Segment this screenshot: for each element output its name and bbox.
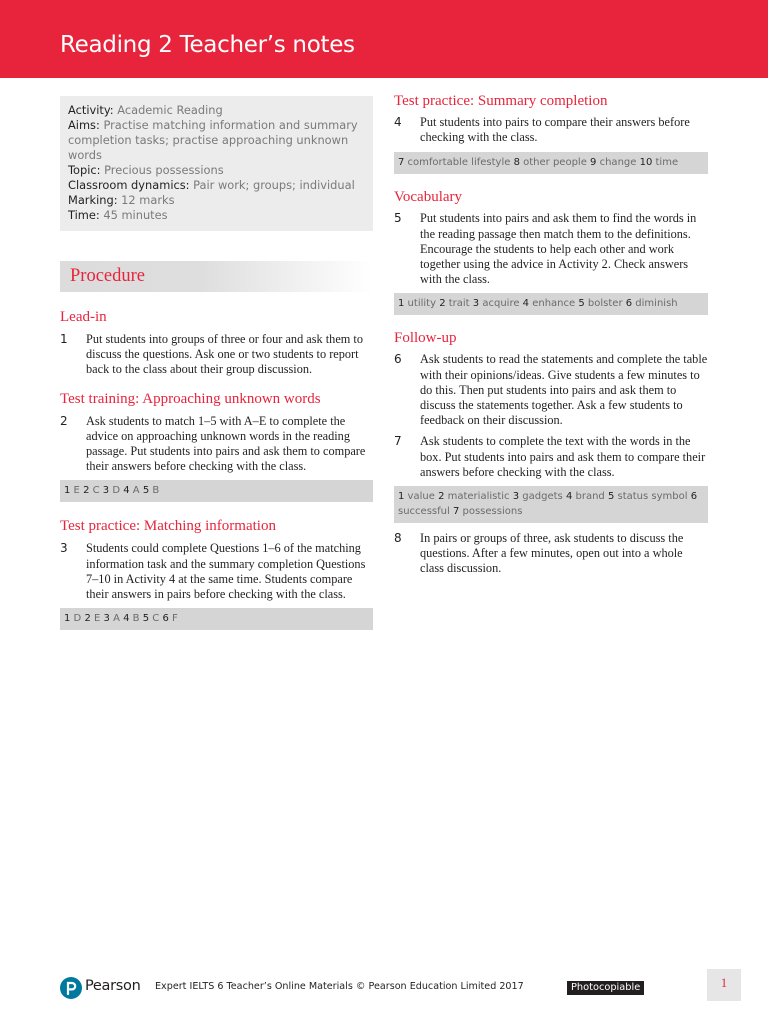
answer-number: 9 <box>590 157 597 169</box>
answer-number: 3 <box>103 613 110 625</box>
activity-row: Activity: Academic Reading <box>68 103 223 117</box>
matching-heading: Test practice: Matching information <box>60 518 276 535</box>
answer-item <box>123 485 139 496</box>
answer-item <box>104 613 120 624</box>
answer-value: change <box>596 157 637 169</box>
answer-item <box>438 491 509 502</box>
answer-value: possessions <box>459 505 523 517</box>
step-5 <box>394 211 708 287</box>
answer-item <box>439 298 469 309</box>
step-number: 7 <box>394 434 402 449</box>
answer-item <box>143 485 159 496</box>
answer-value: A <box>109 613 120 625</box>
answer-number: 2 <box>83 485 90 497</box>
answer-value: E <box>70 485 80 497</box>
step-number: 2 <box>60 413 68 428</box>
footer-copyright: Expert IELTS 6 Teacher’s Online Materials © Pearson Education Limited 2017 <box>155 981 524 992</box>
answer-number: 6 <box>625 298 633 310</box>
answer-value: status symbol <box>614 491 688 503</box>
answer-number: 1 <box>398 298 405 310</box>
answer-number: 4 <box>565 491 573 503</box>
step-text: Put students into groups of three or four and ask them to discuss the questions. Ask one or two students to report back to the class about their group discussion. <box>86 332 363 377</box>
answer-value: gadgets <box>519 491 563 503</box>
answer-item <box>64 613 81 624</box>
answer-item <box>513 491 563 502</box>
step-7 <box>394 434 708 480</box>
answer-item <box>143 613 160 624</box>
step-text: In pairs or groups of three, ask students to discuss the questions. After a few minutes, open out into a whole class discussion. <box>420 531 684 576</box>
answer-number: 4 <box>123 485 130 497</box>
step-number: 5 <box>394 211 402 226</box>
answer-value: utility <box>404 298 436 310</box>
step-number: 1 <box>60 332 68 346</box>
answer-item <box>83 485 100 496</box>
answer-number: 3 <box>102 485 110 497</box>
answer-key-training <box>60 480 373 502</box>
answer-key-followup <box>394 486 708 523</box>
step-8 <box>394 531 708 577</box>
answer-item <box>523 298 576 309</box>
procedure-heading: Procedure <box>60 261 373 292</box>
answer-number: 3 <box>512 491 520 503</box>
answer-item <box>626 298 678 309</box>
answer-number: 2 <box>84 613 91 625</box>
answer-item <box>162 613 177 624</box>
answer-value: brand <box>572 491 605 503</box>
left-column <box>60 96 373 630</box>
answer-value: B <box>149 485 160 497</box>
answer-item <box>590 157 636 168</box>
answer-number: 2 <box>439 298 446 310</box>
marking-row: Marking: 12 marks <box>68 193 175 207</box>
answer-number: 10 <box>639 157 653 169</box>
answer-number: 3 <box>472 298 480 310</box>
step-text: Ask students to complete the text with the words in the box. Put students into pairs and ask them to compare their answers before checking with the class. <box>420 434 706 479</box>
answer-item <box>578 298 622 309</box>
answer-value: time <box>652 157 679 169</box>
answer-number: 2 <box>438 491 445 503</box>
answer-number: 1 <box>64 613 71 625</box>
answer-item <box>64 485 80 496</box>
answer-item <box>566 491 605 502</box>
answer-number: 7 <box>452 505 460 517</box>
answer-value: acquire <box>479 298 520 310</box>
aims-row: Aims: Practise matching information and summary completion tasks; practise approaching unknown words <box>68 118 358 162</box>
answer-value: comfortable lifestyle <box>404 157 511 169</box>
answer-item <box>398 298 436 309</box>
answer-value: diminish <box>632 298 678 310</box>
step-number: 8 <box>394 531 402 546</box>
answer-number: 5 <box>142 613 150 625</box>
answer-item <box>453 506 522 517</box>
step-text: Ask students to match 1–5 with A–E to complete the advice on approaching unknown words in the reading passage. Put students into pairs and ask them to compare their answers before checking with the class. <box>86 413 366 474</box>
answer-item <box>103 485 120 496</box>
step-4 <box>394 115 708 145</box>
answer-number: 4 <box>123 613 130 625</box>
step-number: 6 <box>394 352 402 367</box>
answer-item <box>398 491 435 502</box>
step-3 <box>60 541 373 602</box>
answer-value: trait <box>445 298 470 310</box>
followup-heading: Follow-up <box>394 330 457 347</box>
training-heading: Test training: Approaching unknown words <box>60 390 321 407</box>
answer-number: 7 <box>398 157 405 169</box>
answer-item <box>640 157 679 168</box>
dynamics-row: Classroom dynamics: Pair work; groups; individual <box>68 178 355 192</box>
answer-key-vocabulary <box>394 293 708 315</box>
step-1 <box>60 332 373 378</box>
step-text: Put students into pairs to compare their answers before checking with the class. <box>420 115 690 145</box>
page-title: Reading 2 Teacher’s notes <box>60 32 355 58</box>
answer-item <box>398 157 510 168</box>
answer-value: A <box>129 485 140 497</box>
time-row: Time: 45 minutes <box>68 208 168 222</box>
answer-value: D <box>70 613 82 625</box>
leadin-heading: Lead-in <box>60 309 107 325</box>
answer-value: C <box>89 485 100 497</box>
answer-value: B <box>129 613 140 625</box>
answer-item <box>514 157 587 168</box>
answer-number: 6 <box>162 613 169 625</box>
right-column <box>394 93 708 577</box>
answer-number: 5 <box>578 298 585 310</box>
answer-value: E <box>90 613 101 625</box>
photocopiable-badge: Photocopiable <box>567 981 644 995</box>
answer-number: 8 <box>513 157 520 169</box>
answer-value: bolster <box>584 298 623 310</box>
topic-row: Topic: Precious possessions <box>68 163 224 177</box>
answer-value: materialistic <box>444 491 510 503</box>
answer-item <box>84 613 100 624</box>
page-number: 1 <box>707 969 741 1001</box>
answer-item <box>608 491 688 502</box>
answer-number: 6 <box>690 491 698 503</box>
answer-number: 5 <box>607 491 615 503</box>
answer-value: F <box>168 613 178 625</box>
answer-key-summary <box>394 152 708 174</box>
pearson-logo-icon <box>60 977 82 999</box>
answer-value: value <box>404 491 435 503</box>
answer-value: C <box>149 613 160 625</box>
answer-number: 1 <box>398 491 405 503</box>
step-number: 4 <box>394 115 402 129</box>
answer-number: 4 <box>522 298 530 310</box>
step-number: 3 <box>60 541 68 556</box>
step-text: Put students into pairs and ask them to find the words in the reading passage then match them to the definitions. Encourage the students to help each other and work together using the advice in Activity 2. Check answers with the class. <box>420 211 697 287</box>
step-text: Ask students to read the statements and complete the table with their opinions/ideas. Give students a few minutes to do this. Then put students into pairs and ask them to discuss the statements together. Ask a few students to feedback on their discussion. <box>420 352 708 428</box>
answer-number: 1 <box>64 485 71 497</box>
answer-number: 5 <box>142 485 150 497</box>
footer-brand: Pearson <box>85 978 141 994</box>
vocabulary-heading: Vocabulary <box>394 189 463 206</box>
header-bar <box>0 0 768 78</box>
answer-item <box>123 613 139 624</box>
answer-value: D <box>109 485 121 497</box>
lesson-info-box <box>60 96 373 231</box>
answer-value: other people <box>519 157 587 169</box>
answer-key-matching <box>60 608 373 630</box>
answer-item <box>473 298 520 309</box>
summary-heading: Test practice: Summary completion <box>394 93 608 109</box>
answer-value: enhance <box>529 298 576 310</box>
step-text: Students could complete Questions 1–6 of the matching information task and the summary completion Questions 7–10 in Activity 4 at the same time. Students compare their answers in pairs before checking with the class. <box>86 541 366 602</box>
answer-value: successful <box>398 505 450 517</box>
step-6 <box>394 352 708 428</box>
step-2 <box>60 414 373 475</box>
